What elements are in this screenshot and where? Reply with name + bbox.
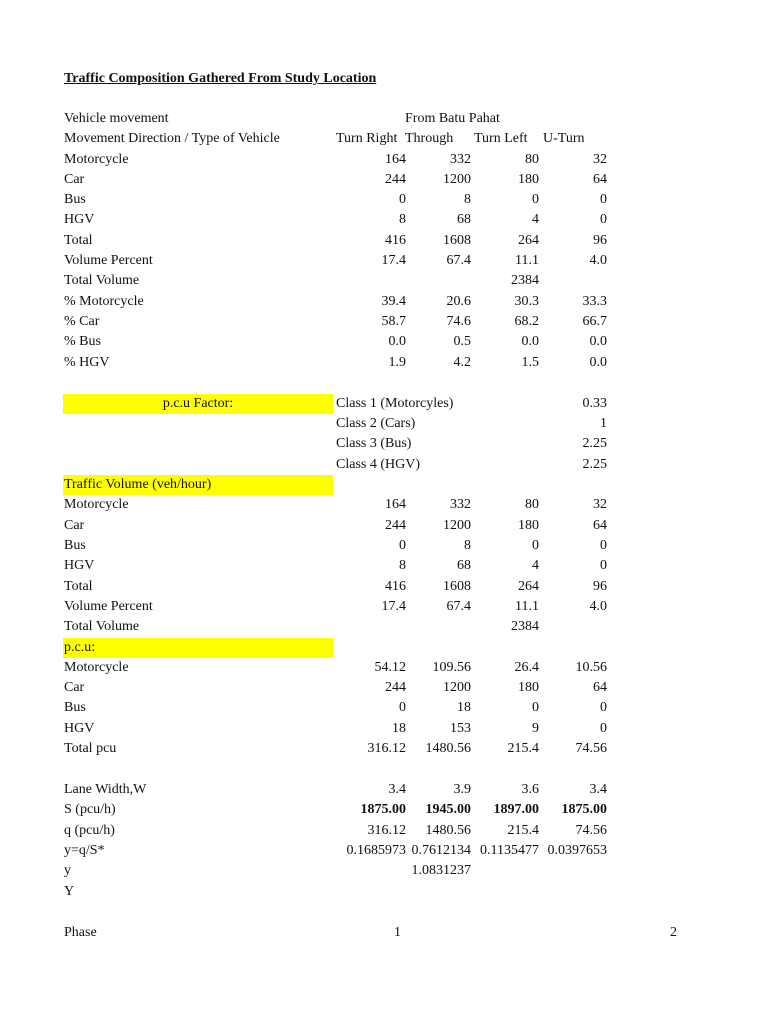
cell-turn-right: 164 xyxy=(385,497,406,512)
y-sum-value: 1.0831237 xyxy=(411,863,471,878)
vehicle-movement-row xyxy=(0,109,768,129)
row-label: Total xyxy=(64,233,93,248)
cell-turn-right: 3.4 xyxy=(388,782,406,797)
cell-u-turn: 0 xyxy=(600,192,607,207)
cell-u-turn: 4.0 xyxy=(589,253,607,268)
pcu-highlight xyxy=(63,638,333,658)
row-label: HGV xyxy=(64,212,95,227)
row-label: Volume Percent xyxy=(64,599,153,614)
table-row xyxy=(0,597,768,617)
cell-turn-right: 17.4 xyxy=(381,599,406,614)
cell-turn-left: 80 xyxy=(525,497,539,512)
cell-turn-left: 1.5 xyxy=(521,355,539,370)
cell-u-turn: 10.56 xyxy=(575,660,607,675)
row-label: Bus xyxy=(64,192,86,207)
cell-u-turn: 64 xyxy=(593,518,607,533)
pcu-class-row xyxy=(0,414,768,434)
header-label: Movement Direction / Type of Vehicle xyxy=(64,131,280,146)
cell-turn-left: 215.4 xyxy=(507,823,539,838)
cell-u-turn: 0 xyxy=(600,212,607,227)
cell-turn-right: 17.4 xyxy=(381,253,406,268)
from-location: From Batu Pahat xyxy=(405,111,500,126)
table-row xyxy=(0,292,768,312)
total-volume-value: 2384 xyxy=(511,619,539,634)
row-label: Car xyxy=(64,680,85,695)
table-row xyxy=(0,516,768,536)
cell-through: 153 xyxy=(450,721,471,736)
lane-width-row xyxy=(0,780,768,800)
saturation-flow-row xyxy=(0,800,768,820)
col-header-u-turn: U-Turn xyxy=(543,131,585,146)
table-row xyxy=(0,556,768,576)
cell-turn-right: 8 xyxy=(399,212,406,227)
pcu-class-name: Class 2 (Cars) xyxy=(336,416,416,431)
cell-turn-left: 264 xyxy=(518,233,539,248)
row-label: q (pcu/h) xyxy=(64,823,115,838)
row-label: HGV xyxy=(64,558,95,573)
table-row xyxy=(0,231,768,251)
pcu-label: p.c.u: xyxy=(64,640,96,655)
table-row xyxy=(0,190,768,210)
pcu-class-value: 2.25 xyxy=(582,457,607,472)
cell-through: 1200 xyxy=(443,518,471,533)
cell-through: 8 xyxy=(464,192,471,207)
table-row xyxy=(0,150,768,170)
cell-turn-right: 0.1685973 xyxy=(346,843,406,858)
row-label: Y xyxy=(64,884,75,899)
pcu-class-name: Class 1 (Motorcyles) xyxy=(336,396,454,411)
row-label: Lane Width,W xyxy=(64,782,147,797)
total-volume-label: Total Volume xyxy=(64,619,140,634)
cell-turn-left: 215.4 xyxy=(507,741,539,756)
row-label: Bus xyxy=(64,538,86,553)
cell-turn-left: 4 xyxy=(532,558,539,573)
row-label: % HGV xyxy=(64,355,110,370)
Y-row xyxy=(0,882,768,902)
cell-u-turn: 33.3 xyxy=(582,294,607,309)
cell-turn-left: 0 xyxy=(532,192,539,207)
pcu-class-name: Class 3 (Bus) xyxy=(336,436,412,451)
col-header-turn-left: Turn Left xyxy=(474,131,528,146)
pcu-class-row xyxy=(0,455,768,475)
cell-u-turn: 96 xyxy=(593,579,607,594)
cell-turn-left: 264 xyxy=(518,579,539,594)
row-label: HGV xyxy=(64,721,95,736)
phase-label: Phase xyxy=(64,925,97,940)
table-row xyxy=(0,495,768,515)
cell-turn-right: 244 xyxy=(385,680,406,695)
cell-turn-right: 1.9 xyxy=(388,355,406,370)
total-volume-value: 2384 xyxy=(511,273,539,288)
col-header-turn-right: Turn Right xyxy=(336,131,398,146)
table-row xyxy=(0,332,768,352)
cell-through: 1480.56 xyxy=(425,741,471,756)
row-label: y=q/S* xyxy=(64,843,105,858)
cell-through: 68 xyxy=(457,558,471,573)
cell-turn-left: 180 xyxy=(518,680,539,695)
vehicle-movement-label: Vehicle movement xyxy=(64,111,169,126)
cell-turn-left: 4 xyxy=(532,212,539,227)
cell-turn-left: 80 xyxy=(525,152,539,167)
traffic-volume-label: Traffic Volume (veh/hour) xyxy=(64,477,212,492)
cell-turn-right: 58.7 xyxy=(381,314,406,329)
cell-turn-right: 316.12 xyxy=(367,823,406,838)
table-row xyxy=(0,210,768,230)
table-row xyxy=(0,577,768,597)
cell-turn-left: 3.6 xyxy=(521,782,539,797)
pcu-class-value: 2.25 xyxy=(582,436,607,451)
cell-through: 67.4 xyxy=(446,599,471,614)
flow-q-row xyxy=(0,821,768,841)
pcu-class-value: 1 xyxy=(600,416,607,431)
cell-through: 0.5 xyxy=(453,334,471,349)
cell-turn-left: 26.4 xyxy=(514,660,539,675)
cell-turn-right: 0.0 xyxy=(388,334,406,349)
table-row xyxy=(0,739,768,759)
cell-turn-left: 1897.00 xyxy=(493,802,539,817)
row-label: Car xyxy=(64,172,85,187)
row-label: % Bus xyxy=(64,334,101,349)
row-label: % Motorcycle xyxy=(64,294,144,309)
cell-turn-right: 164 xyxy=(385,152,406,167)
cell-u-turn: 1875.00 xyxy=(561,802,607,817)
cell-through: 1480.56 xyxy=(425,823,471,838)
table-row xyxy=(0,170,768,190)
table-row xyxy=(0,536,768,556)
cell-turn-left: 0.1135477 xyxy=(480,843,539,858)
cell-turn-right: 8 xyxy=(399,558,406,573)
row-label: Motorcycle xyxy=(64,497,129,512)
row-label: % Car xyxy=(64,314,100,329)
flow-ratio-row xyxy=(0,841,768,861)
cell-turn-right: 416 xyxy=(385,233,406,248)
cell-turn-left: 180 xyxy=(518,518,539,533)
cell-turn-right: 316.12 xyxy=(367,741,406,756)
cell-turn-right: 1875.00 xyxy=(360,802,406,817)
pcu-class-name: Class 4 (HGV) xyxy=(336,457,420,472)
phase-1: 1 xyxy=(394,925,401,940)
cell-u-turn: 4.0 xyxy=(589,599,607,614)
table-row xyxy=(0,353,768,373)
cell-turn-right: 416 xyxy=(385,579,406,594)
row-label: Total xyxy=(64,579,93,594)
cell-turn-left: 0.0 xyxy=(521,334,539,349)
cell-u-turn: 66.7 xyxy=(582,314,607,329)
col-header-through: Through xyxy=(405,131,454,146)
cell-turn-right: 54.12 xyxy=(374,660,406,675)
cell-through: 4.2 xyxy=(453,355,471,370)
table-row xyxy=(0,658,768,678)
cell-u-turn: 74.56 xyxy=(575,823,607,838)
cell-u-turn: 0.0397653 xyxy=(547,843,607,858)
cell-turn-left: 11.1 xyxy=(515,253,539,268)
row-label: Motorcycle xyxy=(64,152,129,167)
cell-turn-left: 30.3 xyxy=(514,294,539,309)
cell-through: 8 xyxy=(464,538,471,553)
cell-turn-right: 0 xyxy=(399,192,406,207)
cell-through: 1608 xyxy=(443,233,471,248)
pcu-header-row xyxy=(0,638,768,658)
total-volume-row xyxy=(0,271,768,291)
traffic-volume-header-row xyxy=(0,475,768,495)
cell-turn-left: 9 xyxy=(532,721,539,736)
row-label: Volume Percent xyxy=(64,253,153,268)
phase-2: 2 xyxy=(670,925,677,940)
cell-through: 332 xyxy=(450,497,471,512)
cell-through: 109.56 xyxy=(432,660,471,675)
cell-u-turn: 32 xyxy=(593,152,607,167)
cell-turn-right: 0 xyxy=(399,538,406,553)
table-row xyxy=(0,698,768,718)
table-row xyxy=(0,719,768,739)
cell-turn-right: 39.4 xyxy=(381,294,406,309)
table-row xyxy=(0,312,768,332)
cell-turn-right: 0 xyxy=(399,700,406,715)
cell-through: 20.6 xyxy=(446,294,471,309)
total-volume-row xyxy=(0,617,768,637)
cell-through: 1945.00 xyxy=(425,802,471,817)
cell-u-turn: 64 xyxy=(593,172,607,187)
cell-turn-right: 244 xyxy=(385,172,406,187)
cell-through: 1608 xyxy=(443,579,471,594)
cell-u-turn: 74.56 xyxy=(575,741,607,756)
row-label: S (pcu/h) xyxy=(64,802,116,817)
cell-u-turn: 0 xyxy=(600,538,607,553)
table-row xyxy=(0,678,768,698)
cell-u-turn: 3.4 xyxy=(589,782,607,797)
cell-u-turn: 0.0 xyxy=(589,355,607,370)
row-label: Car xyxy=(64,518,85,533)
cell-u-turn: 0 xyxy=(600,558,607,573)
cell-through: 332 xyxy=(450,152,471,167)
cell-turn-right: 244 xyxy=(385,518,406,533)
cell-u-turn: 32 xyxy=(593,497,607,512)
pcu-factor-row xyxy=(0,394,768,414)
page-title: Traffic Composition Gathered From Study Location xyxy=(64,71,377,86)
pcu-class-row xyxy=(0,434,768,454)
row-label: y xyxy=(64,863,71,878)
cell-u-turn: 96 xyxy=(593,233,607,248)
cell-through: 1200 xyxy=(443,172,471,187)
cell-u-turn: 0 xyxy=(600,700,607,715)
pcu-class-value: 0.33 xyxy=(582,396,607,411)
cell-through: 3.9 xyxy=(453,782,471,797)
cell-u-turn: 0 xyxy=(600,721,607,736)
y-sum-row xyxy=(0,861,768,881)
cell-through: 1200 xyxy=(443,680,471,695)
cell-through: 67.4 xyxy=(446,253,471,268)
phase-row xyxy=(0,923,768,943)
column-header-row xyxy=(0,129,768,149)
cell-u-turn: 64 xyxy=(593,680,607,695)
cell-through: 0.7612134 xyxy=(411,843,471,858)
cell-turn-left: 180 xyxy=(518,172,539,187)
cell-through: 74.6 xyxy=(446,314,471,329)
row-label: Bus xyxy=(64,700,86,715)
cell-turn-left: 0 xyxy=(532,538,539,553)
cell-turn-right: 18 xyxy=(392,721,406,736)
table-row xyxy=(0,251,768,271)
cell-through: 18 xyxy=(457,700,471,715)
total-volume-label: Total Volume xyxy=(64,273,140,288)
row-label: Motorcycle xyxy=(64,660,129,675)
cell-turn-left: 11.1 xyxy=(515,599,539,614)
row-label: Total pcu xyxy=(64,741,117,756)
cell-through: 68 xyxy=(457,212,471,227)
cell-u-turn: 0.0 xyxy=(589,334,607,349)
cell-turn-left: 68.2 xyxy=(514,314,539,329)
pcu-factor-label: p.c.u Factor: xyxy=(162,396,234,411)
cell-turn-left: 0 xyxy=(532,700,539,715)
